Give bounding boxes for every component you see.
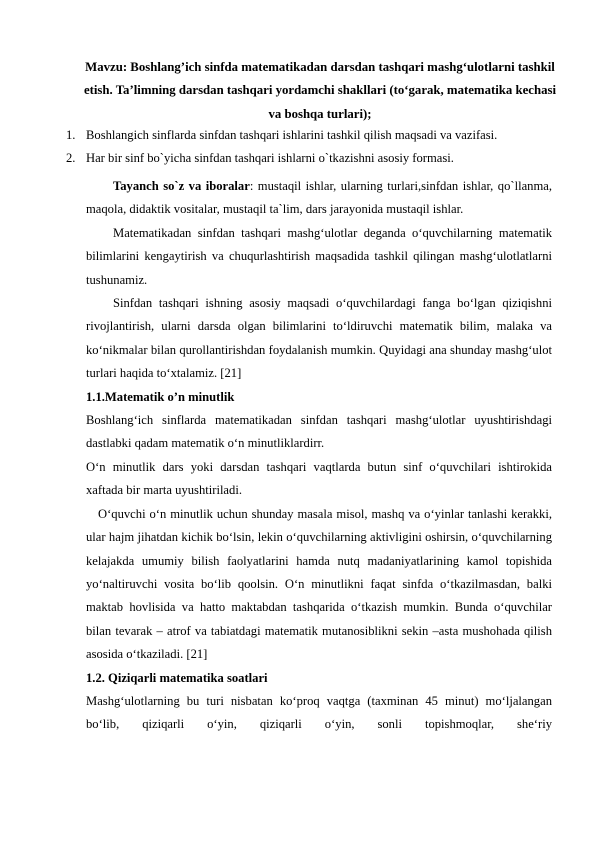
section-heading: 1.2. Qiziqarli matematika soatlari (86, 670, 268, 685)
paragraph: O‘n minutlik dars yoki darsdan tashqari vaqtlarda butun sinf o‘quvchilari ishtirokida xaftada bir marta uyushtiriladi. (86, 459, 552, 498)
list-number: 1. (66, 128, 76, 142)
paragraph: Sinfdan tashqari ishning asosiy maqsadi o‘quvchilardagi fanga bo‘lgan qiziqishni rivojlantirish, ularni darsda olgan bilimlarini to‘ldiruvchi matematik bilim, malaka va ko‘nikmalar bilan qurollantirishdan foydalanish mumkin. Quyidagi ana shunday mashg‘ulot turlari haqida to‘xtalamiz. [21] (86, 296, 552, 381)
list-item-text: Har bir sinf bo`yicha sinfdan tashqari ishlarni o`tkazishni asosiy formasi. (86, 151, 454, 166)
paragraph: Boshlang‘ich sinflarda matematikadan sinfdan tashqari mashg‘ulotlar uyushtirishdagi dastlabki qadam matematik o‘n minutliklardirr. (86, 413, 552, 451)
document-body (86, 175, 552, 737)
keywords-text: : mustaqil ishlar, ularning turlari,sinfdan ishlar, qo`llanma, maqola, didaktik vositalar, mustaqil ta`lim, dars jarayonida mustaqil ishlar. (86, 179, 552, 217)
paragraph: Mashg‘ulotlarning bu turi nisbatan ko‘proq vaqtga (taxminan 45 minut) mo‘ljalangan bo‘lib, qiziqarli o‘yin, qiziqarli o‘yin, sonli topishmoqlar, she‘riy (86, 693, 552, 732)
questions-list (66, 124, 566, 171)
list-item (66, 147, 566, 170)
list-number: 2. (66, 151, 76, 166)
section-heading: 1.1.Matematik o’n minutlik (86, 389, 235, 404)
keywords-label: Tayanch so`z va iboralar (113, 179, 250, 193)
list-item (66, 124, 566, 147)
page-title: Mavzu: Boshlang’ich sinfda matematikadan darsdan tashqari mashg‘ulotlarni tashkil etish. Ta’limning darsdan tashqari yordamchi shakllari (to‘garak, matematika kechasi va boshqa turlari); (83, 60, 557, 121)
paragraph: Matematikadan sinfdan tashqari mashg‘ulotlar deganda o‘quvchilarning matematik bilimlarini kengaytirish va chuqurlashtirish maqsadida tashkil qilingan mashg‘ulotlatlarni tushunamiz. (86, 225, 552, 287)
paragraph: O‘quvchi o‘n minutlik uchun shunday masala misol, mashq va o‘yinlar tanlashi kerakki, ular hajm jihatdan kichik bo‘lsin, lekin o‘quvchilarning aktivligini oshirsin, o‘quvchilarning kelajakda umumiy bilish faolyatlarini hamda nutq madaniyatlarining kamol topishida yo‘naltiruvchi vosita bo‘lib qoolsin. O‘n minutlikni faqat sinfda o‘tkazilmasdan, balki maktab hovlisida va hatto maktabdan tashqarida o‘tkazish mumkin. Bunda o‘quvchilar bilan tevarak – atrof va tabiatdagi matematik mutanosiblikni sekin –asta mushohada qilish asosida o‘tkaziladi. [21] (86, 506, 552, 662)
keywords-paragraph (86, 175, 552, 222)
list-item-text: Boshlangich sinflarda sinfdan tashqari ishlarini tashkil qilish maqsadi va vazifasi. (86, 128, 498, 142)
